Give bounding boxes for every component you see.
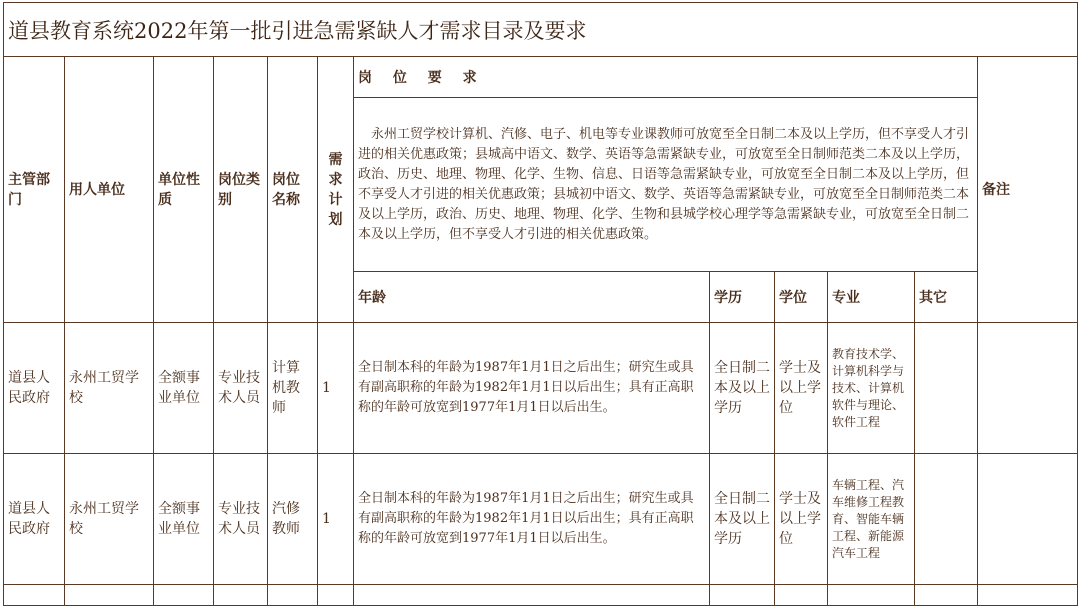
header-nature: 单位性质 [154, 57, 214, 323]
header-unit: 用人单位 [65, 57, 154, 323]
header-education: 学历 [710, 272, 775, 323]
header-other: 其它 [915, 272, 978, 323]
cell-empty [354, 585, 710, 606]
cell-empty [268, 585, 318, 606]
cell-empty [775, 585, 828, 606]
cell-education: 全日制二本及以上学历 [710, 323, 775, 454]
cell-post: 汽修教师 [268, 454, 318, 585]
header-major: 专业 [828, 272, 915, 323]
cell-age: 全日制本科的年龄为1987年1月1日之后出生；研究生或具有副高职称的年龄为1982年1月1日以后出生；具有正高职称的年龄可放宽到1977年1月1日以后出生。 [354, 454, 710, 585]
requirement-text: 永州工贸学校计算机、汽修、电子、机电等专业课教师可放宽至全日制二本及以上学历，但不享受人才引进的相关优惠政策；县城高中语文、数学、英语等急需紧缺专业，可放宽至全日制师范类二本及以上学历，政治、历史、地理、物理、化学、生物、信息、日语等急需紧缺专业，可放宽至全日制二本及以上学历，但不享受人才引进的相关优惠政策；县城初中语文、数学、英语等急需紧缺专业，可放宽至全日制师范类二本及以上学历，政治、历史、地理、物理、化学、生物和县城学校心理学等急需紧缺专业，可放宽至全日制二本及以上学历，但不享受人才引进的相关优惠政策。 [354, 98, 978, 272]
cell-empty [915, 585, 978, 606]
cell-empty [318, 585, 354, 606]
cell-post: 计算机教师 [268, 323, 318, 454]
cell-unit: 永州工贸学校 [65, 454, 154, 585]
cell-dept: 道县人民政府 [4, 454, 65, 585]
cell-nature: 全额事业单位 [154, 454, 214, 585]
cell-empty [978, 585, 1078, 606]
cell-empty [4, 585, 65, 606]
cell-degree: 学士及以上学位 [775, 454, 828, 585]
cell-other [915, 454, 978, 585]
cell-degree: 学士及以上学位 [775, 323, 828, 454]
cell-empty [828, 585, 915, 606]
cell-unit: 永州工贸学校 [65, 323, 154, 454]
cell-empty [214, 585, 268, 606]
cell-empty [65, 585, 154, 606]
cell-category: 专业技术人员 [214, 454, 268, 585]
cell-nature: 全额事业单位 [154, 323, 214, 454]
cell-major: 教育技术学、计算机科学与技术、计算机软件与理论、软件工程 [828, 323, 915, 454]
cell-major: 车辆工程、汽车维修工程教育、智能车辆工程、新能源汽车工程 [828, 454, 915, 585]
table-row [4, 454, 1078, 585]
requirements-table [3, 2, 1078, 606]
table-title: 道县教育系统2022年第一批引进急需紧缺人才需求目录及要求 [4, 3, 1078, 57]
cell-plan: 1 [318, 454, 354, 585]
cell-empty [710, 585, 775, 606]
table-row [4, 585, 1078, 606]
cell-education: 全日制二本及以上学历 [710, 454, 775, 585]
cell-dept: 道县人民政府 [4, 323, 65, 454]
cell-age: 全日制本科的年龄为1987年1月1日之后出生；研究生或具有副高职称的年龄为1982年1月1日以后出生；具有正高职称的年龄可放宽到1977年1月1日以后出生。 [354, 323, 710, 454]
header-dept: 主管部门 [4, 57, 65, 323]
cell-remarks [978, 323, 1078, 454]
table-row [4, 323, 1078, 454]
cell-category: 专业技术人员 [214, 323, 268, 454]
header-requirements: 岗 位 要 求 [354, 57, 978, 98]
header-remarks: 备注 [978, 57, 1078, 323]
header-age: 年龄 [354, 272, 710, 323]
cell-plan: 1 [318, 323, 354, 454]
header-post: 岗位名称 [268, 57, 318, 323]
cell-other [915, 323, 978, 454]
cell-remarks [978, 454, 1078, 585]
header-plan: 需求计划 [318, 57, 354, 323]
header-category: 岗位类别 [214, 57, 268, 323]
header-degree: 学位 [775, 272, 828, 323]
cell-empty [154, 585, 214, 606]
